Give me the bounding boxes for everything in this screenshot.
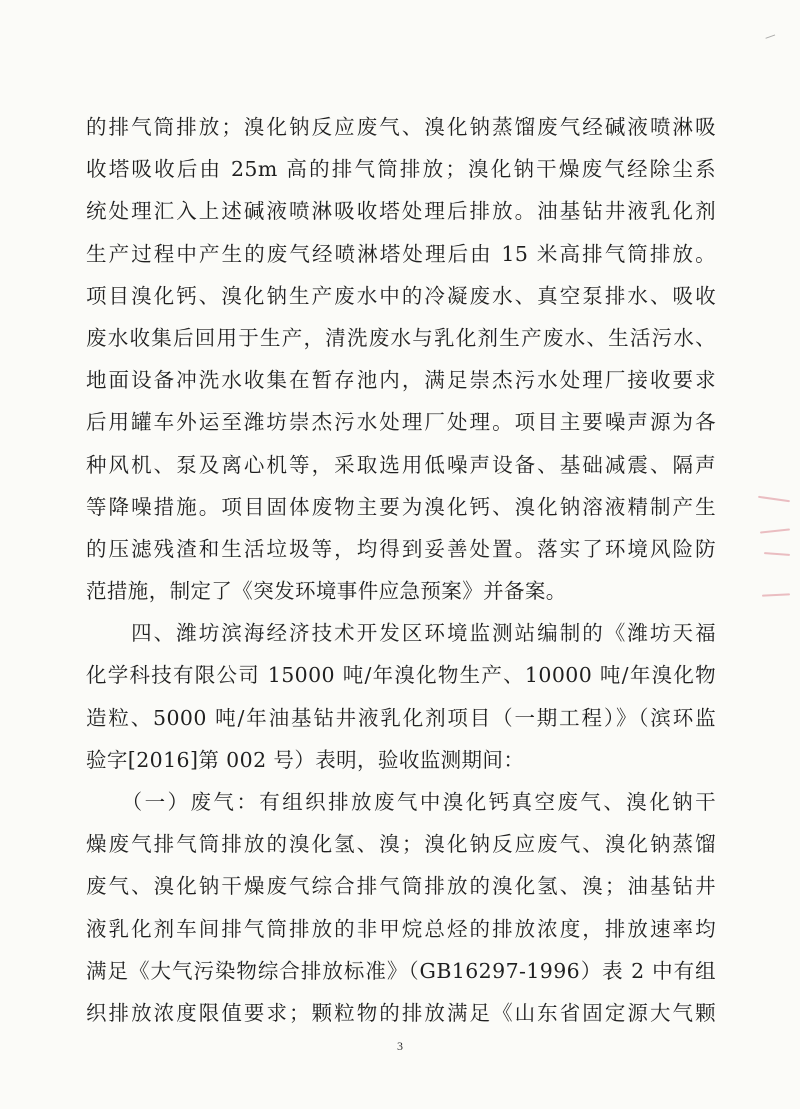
text-line: 收塔吸收后由 25m 高的排气筒排放；溴化钠干燥废气经除尘系 — [86, 157, 716, 182]
binding-mark — [758, 496, 790, 502]
text-line: 的排气筒排放；溴化钠反应废气、溴化钠蒸馏废气经碱液喷淋吸 — [86, 115, 716, 139]
text-line: 废气、溴化钠干燥废气综合排气筒排放的溴化氢、溴；油基钻井 — [86, 874, 716, 899]
text-line: 液乳化剂车间排气筒排放的非甲烷总烃的排放浓度，排放速率均 — [86, 916, 716, 941]
scan-corner-mark — [765, 34, 776, 42]
text-line: 范措施，制定了《突发环境事件应急预案》并备案。 — [86, 579, 567, 604]
text-line: 后用罐车外运至潍坊崇杰污水处理厂处理。项目主要噪声源为各 — [86, 410, 716, 435]
text-line: 燥废气排气筒排放的溴化氢、溴；溴化钠反应废气、溴化钠蒸馏 — [86, 832, 716, 857]
text-line: 织排放浓度限值要求；颗粒物的排放满足《山东省固定源大气颗 — [86, 1000, 716, 1025]
text-line: 满足《大气污染物综合排放标准》（GB16297-1996）表 2 中有组 — [86, 958, 716, 983]
text-line: 四、潍坊滨海经济技术开发区环境监测站编制的《潍坊天福 — [86, 621, 716, 646]
page-number: 3 — [397, 1039, 403, 1053]
text-line: 造粒、5000 吨/年油基钻井液乳化剂项目（一期工程）》（滨环监 — [86, 705, 716, 730]
text-line: （一）废气：有组织排放废气中溴化钙真空废气、溴化钠干 — [86, 790, 716, 814]
text-line: 等降噪措施。项目固体废物主要为溴化钙、溴化钠溶液精制产生 — [86, 494, 716, 519]
binding-mark — [764, 552, 790, 556]
binding-mark — [760, 528, 790, 533]
text-line: 验字[2016]第 002 号）表明，验收监测期间： — [86, 747, 525, 772]
text-line: 化学科技有限公司 15000 吨/年溴化物生产、10000 吨/年溴化物 — [86, 663, 716, 688]
text-line: 的压滤残渣和生活垃圾等，均得到妥善处置。落实了环境风险防 — [86, 536, 716, 561]
text-line: 地面设备冲洗水收集在暂存池内，满足崇杰污水处理厂接收要求 — [86, 368, 716, 393]
text-line: 生产过程中产生的废气经喷淋塔处理后由 15 米高排气筒排放。 — [86, 241, 716, 266]
text-line: 种风机、泵及离心机等，采取选用低噪声设备、基础减震、隔声 — [86, 452, 716, 477]
text-line: 统处理汇入上述碱液喷淋吸收塔处理后排放。油基钻井液乳化剂 — [86, 199, 716, 224]
text-line: 废水收集后回用于生产，清洗废水与乳化剂生产废水、生活污水、 — [86, 325, 716, 350]
binding-mark — [762, 593, 790, 596]
body-text — [86, 106, 716, 1034]
text-line: 项目溴化钙、溴化钠生产废水中的冷凝废水、真空泵排水、吸收 — [86, 283, 716, 308]
